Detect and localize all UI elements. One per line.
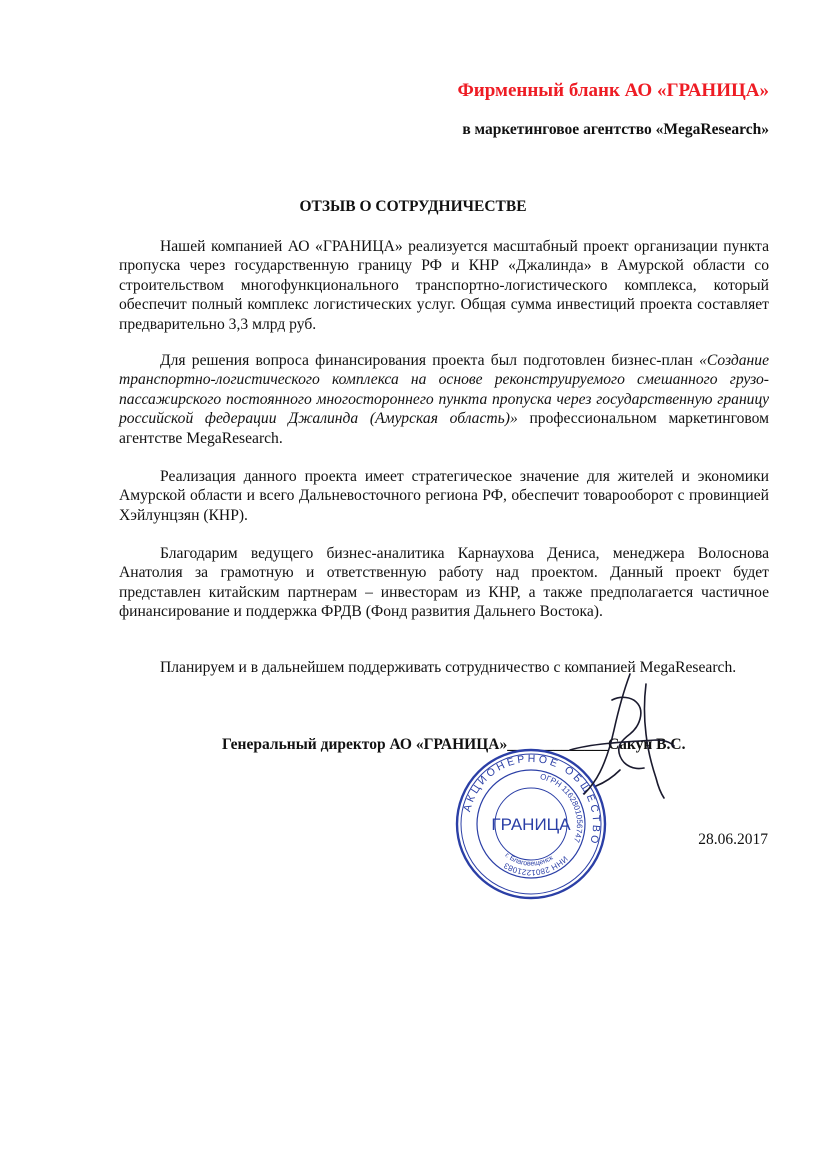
paragraph-3: Реализация данного проекта имеет стратегическое значение для жителей и экономики Амурской области и всего Дальневосточного региона РФ, обеспечит товарооборот с провинцией Хэйлунцзян (КНР).	[119, 468, 769, 524]
business-plan-title: «Создание транспортно-логистического комплекса на основе реконструируемого смешанного грузо-пассажирского постоянного многостороннего пункта пропуска через государственную границу российской федерации Джалинда (Амурская область)»	[119, 352, 769, 428]
document-date: 28.06.2017	[698, 831, 768, 848]
stamp-center-name: ГРАНИЦА	[491, 815, 571, 834]
stamp-inn: ИНН 2801221083	[502, 854, 570, 878]
addressee: в маркетинговое агентство «MegaResearch»	[462, 121, 769, 138]
handwritten-signature	[560, 660, 680, 810]
paragraph-2	[119, 351, 769, 448]
paragraph-5: Планируем и в дальнейшем поддерживать сотрудничество с компанией MegaResearch.	[160, 659, 737, 676]
paragraph-1: Нашей компанией АО «ГРАНИЦА» реализуется масштабный проект организации пункта пропуска через государственную границу РФ и КНР «Джалинда» в Амурской области со строительством многофункционального транспортно-логистического комплекса, который обеспечит полный комплекс логистических услуг. Общая сумма инвестиций проекта составляет предварительно 3,3 млрд руб.	[119, 238, 769, 333]
stamp-ogrn: ОГРН 1162801056747	[539, 771, 585, 844]
paragraph-2-tail: профессиональном маркетинговом агентстве MegaResearch.	[119, 410, 769, 447]
signature-line: Генеральный директор АО «ГРАНИЦА»_____________Сакун В.С.	[222, 736, 686, 753]
document-title: ОТЗЫВ О СОТРУДНИЧЕСТВЕ	[299, 198, 527, 215]
letterhead-title: Фирменный бланк АО «ГРАНИЦА»	[457, 80, 769, 101]
paragraph-2-lead: Для решения вопроса финансирования проекта был подготовлен бизнес-план	[160, 352, 700, 369]
stamp-city: г. Благовещенск	[503, 851, 555, 868]
paragraph-4: Благодарим ведущего бизнес-аналитика Карнаухова Дениса, менеджера Волоснова Анатолия за грамотную и ответственную работу над проектом. Данный проект будет представлен китайским партнерам – инвесторам из КНР, а также предполагается частичное финансирование и поддержка ФРДВ (Фонд развития Дальнего Востока).	[119, 545, 769, 621]
stamp-outer-text: АКЦИОНЕРНОЕ ОБЩЕСТВО	[461, 752, 603, 848]
